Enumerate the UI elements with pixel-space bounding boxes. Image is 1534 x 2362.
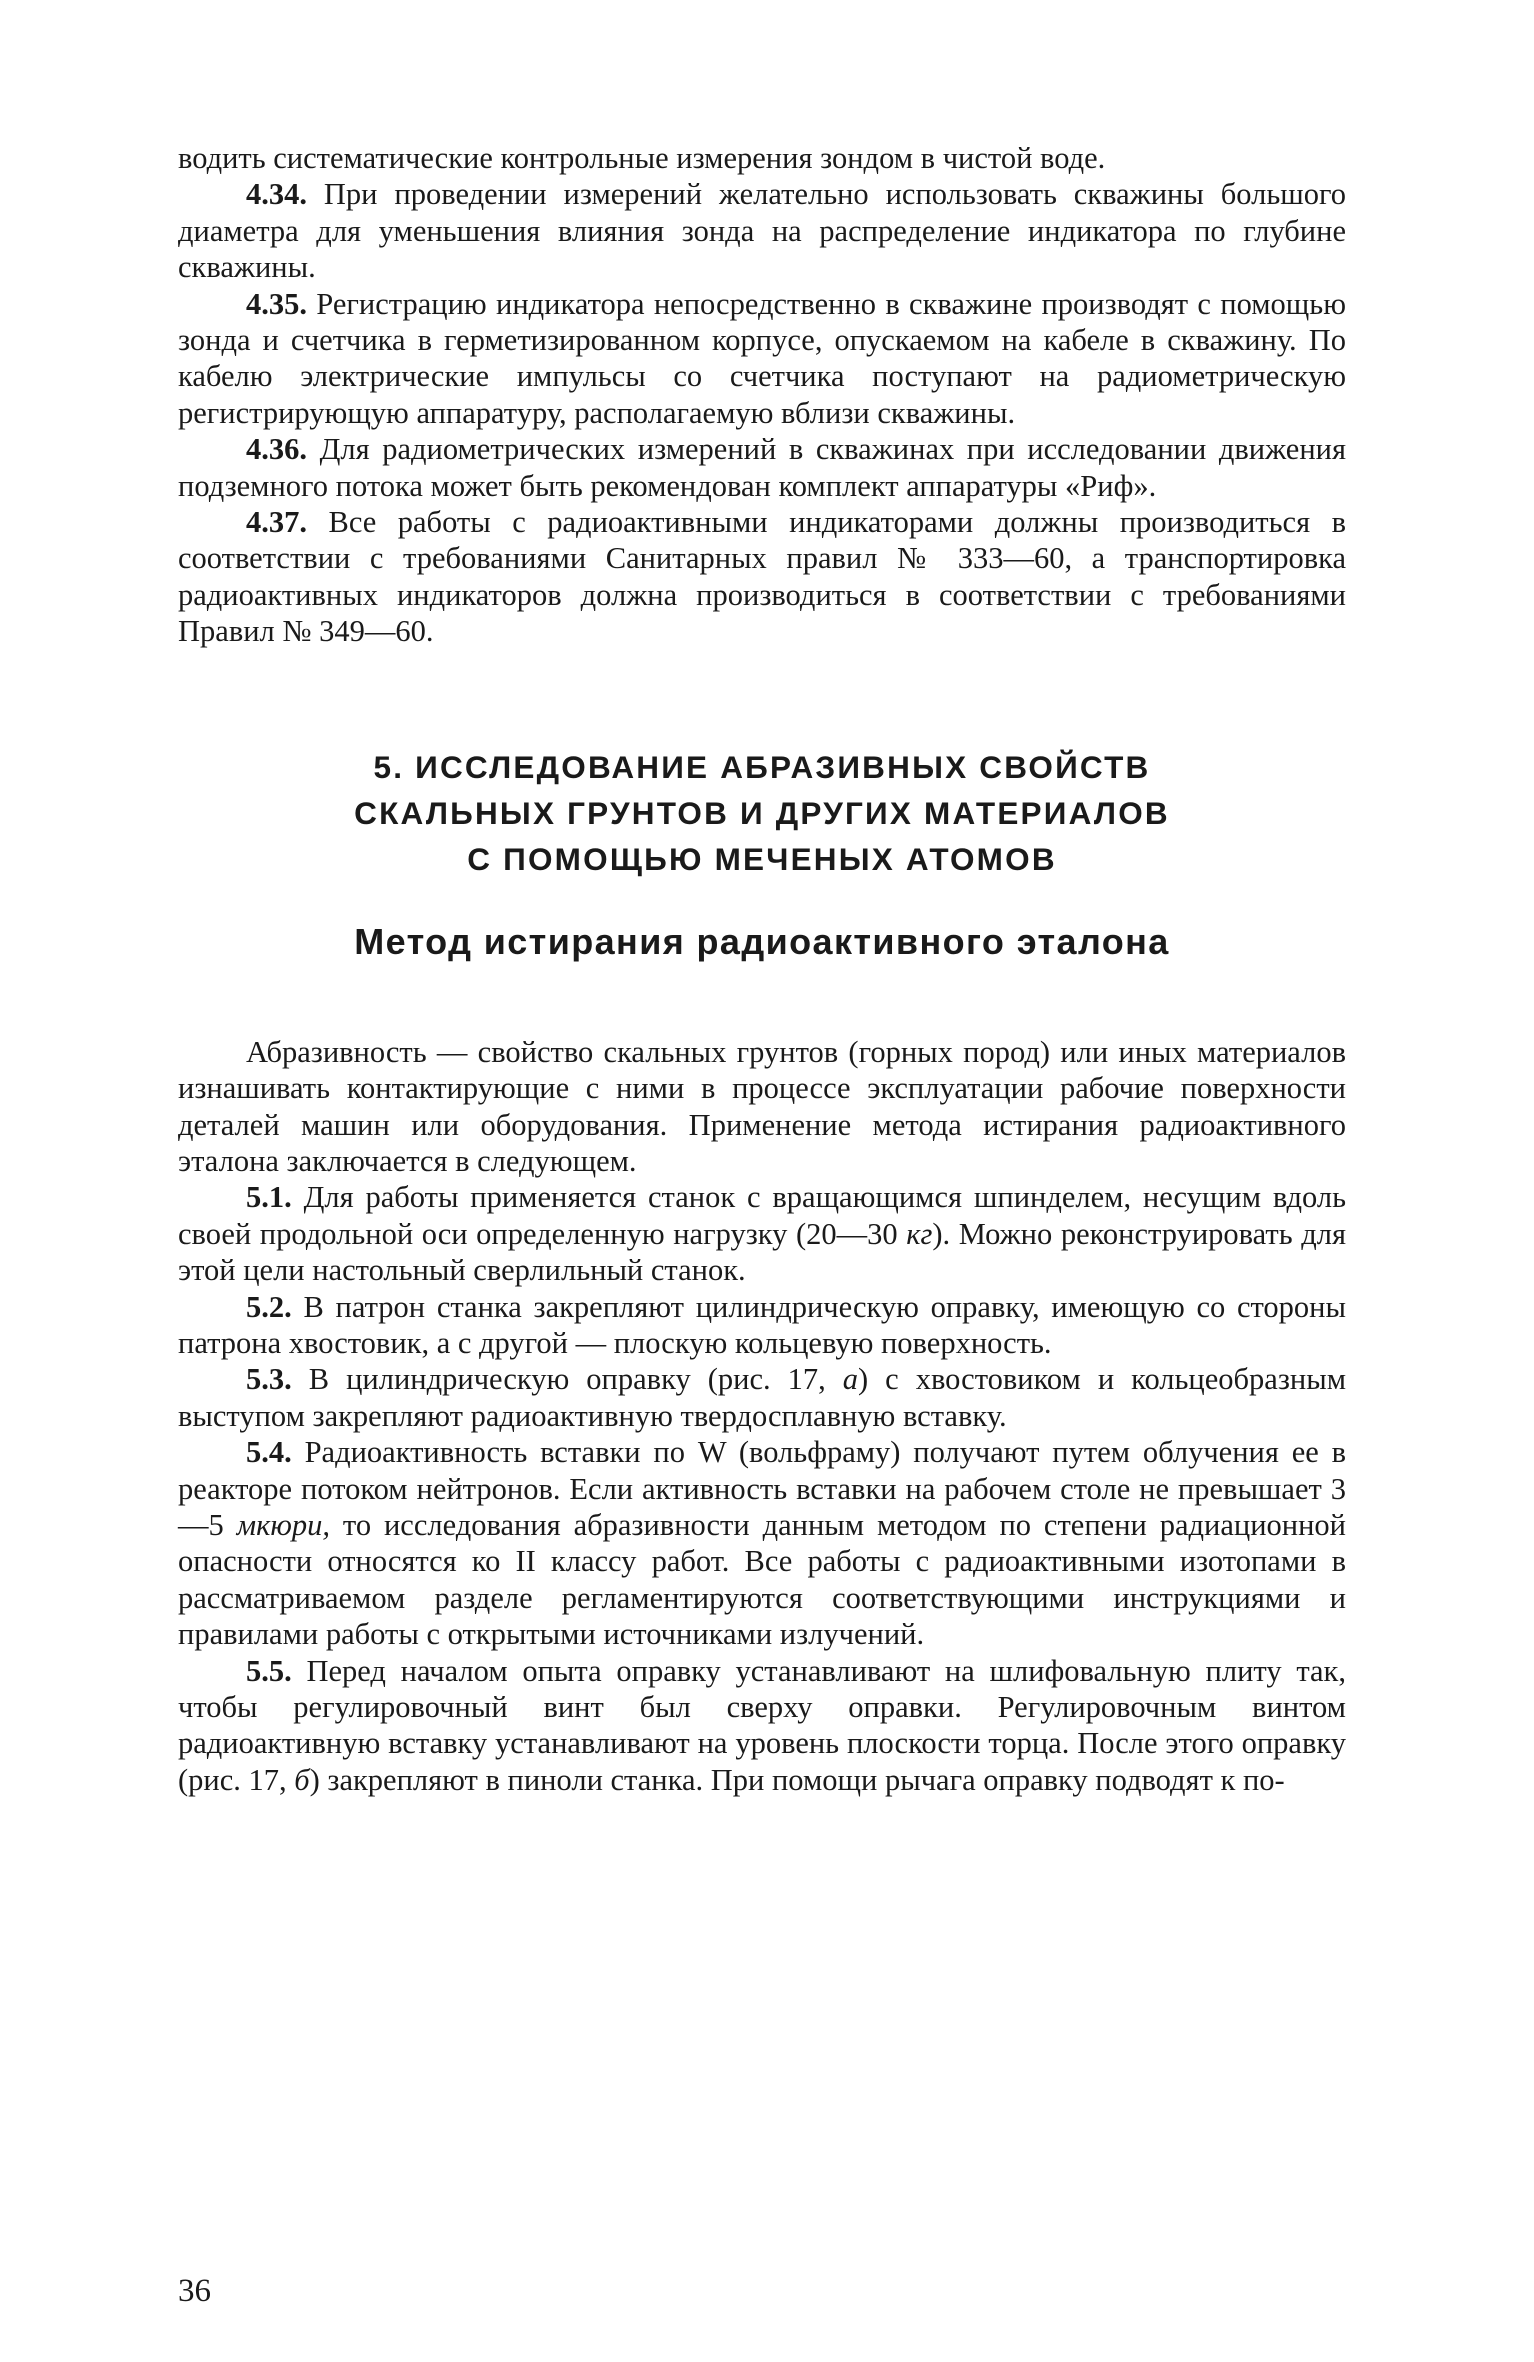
- page-number: 36: [178, 2273, 211, 2309]
- section-subtitle: Метод истирания радиоактивного эталона: [354, 920, 1170, 962]
- figure-ref-letter: б: [294, 1762, 310, 1797]
- spacer: [178, 964, 1346, 1034]
- paragraph-number: 4.35.: [246, 286, 307, 321]
- paragraph-number: 4.37.: [246, 505, 307, 540]
- paragraph-number: 5.3.: [246, 1362, 292, 1397]
- paragraph-text: В патрон станка закрепляют цилиндрическую оправку, имеющую со стороны патрона хвостовик, а с другой — плоскую кольцевую поверхность.: [178, 1289, 1346, 1360]
- section-title-line-3: С ПОМОЩЬЮ МЕЧЕНЫХ АТОМОВ: [467, 840, 1057, 877]
- paragraph-text: В цилиндрическую оправку (рис. 17,: [291, 1362, 843, 1397]
- paragraph-5-5: [178, 1653, 1346, 1799]
- paragraph-4-34: [178, 176, 1346, 285]
- paragraph-4-35: [178, 286, 1346, 432]
- paragraph-5-2: [178, 1289, 1346, 1362]
- paragraph-text: Радиоактивность вставки по W (вольфраму) получают путем облучения ее в реакторе потоком нейтронов. Если активность вставки на рабочем столе не превышает 3—5: [178, 1435, 1346, 1542]
- section-title-line-1: 5. ИССЛЕДОВАНИЕ АБРАЗИВНЫХ СВОЙСТВ: [373, 748, 1151, 785]
- paragraph-5-1: [178, 1179, 1346, 1288]
- paragraph-5-3: [178, 1361, 1346, 1434]
- paragraph-number: 5.1.: [246, 1180, 292, 1215]
- paragraph-4-37: [178, 504, 1346, 650]
- figure-ref-letter: а: [842, 1362, 858, 1397]
- paragraph-text: Для работы применяется станок с вращающимся шпинделем, несущим вдоль своей продольной оси определенную нагрузку (20—30: [178, 1180, 1346, 1251]
- document-page: [178, 140, 1346, 2320]
- paragraph-text: Абразивность — свойство скальных грунтов (горных пород) или иных материалов изнашивать контактирующие с ними в процессе эксплуатации рабочие поверхности деталей машин или оборудования. Применение метода истирания радиоактивного эталона заключается в следующем.: [178, 1034, 1346, 1178]
- paragraph-number: 4.34.: [246, 177, 307, 212]
- paragraph-4-36: [178, 431, 1346, 504]
- paragraph-intro: [178, 1034, 1346, 1180]
- paragraph-continuation: [178, 140, 1346, 176]
- paragraph-5-4: [178, 1434, 1346, 1652]
- paragraph-text: водить систематические контрольные измерения зондом в чистой воде.: [178, 141, 1106, 175]
- paragraph-text: При проведении измерений желательно использовать скважины большого диаметра для уменьшения влияния зонда на распределение индикатора по глубине скважины.: [178, 177, 1346, 285]
- paragraph-number: 5.5.: [246, 1653, 292, 1688]
- section-title-line-2: СКАЛЬНЫХ ГРУНТОВ И ДРУГИХ МАТЕРИАЛОВ: [354, 794, 1170, 831]
- section-title: [178, 744, 1346, 882]
- paragraph-text: Для радиометрических измерений в скважинах при исследовании движения подземного потока может быть рекомендован комплект аппаратуры «Риф».: [178, 432, 1346, 503]
- paragraph-text: то исследования абразивности данным методом по степени радиационной опасности относятся ко II классу работ. Все работы с радиоактивными изотопами в рассматриваемом разделе регламентируются соответствующими инструкциями и правилами работы с открытыми источниками излучений.: [178, 1507, 1347, 1652]
- paragraph-text: ) с хвостовиком и кольцеобразным выступом закрепляют радиоактивную твердосплавную вставку.: [178, 1362, 1346, 1433]
- paragraph-text: Регистрацию индикатора непосредственно в скважине производят с помощью зонда и счетчика в герметизированном корпусе, опускаемом на кабеле в скважину. По кабелю электрические импульсы со счетчика поступают на радиометрическую регистрирующую аппаратуру, располагаемую вблизи скважины.: [178, 286, 1346, 430]
- paragraph-text: Все работы с радиоактивными индикаторами должны производиться в соответствии с требованиями Санитарных правил № 333—60, а транспортировка радиоактивных индикаторов должна производиться в соответствии с требованиями Правил № 349—60.: [178, 505, 1346, 649]
- paragraph-text: ). Можно реконструировать для этой цели настольный сверлильный станок.: [178, 1216, 1346, 1288]
- unit-text: мкюри,: [236, 1507, 331, 1542]
- unit-text: кг: [906, 1216, 933, 1251]
- paragraph-text: ) закрепляют в пиноли станка. При помощи рычага оправку подводят к по-: [309, 1762, 1285, 1797]
- paragraph-number: 4.36.: [246, 432, 307, 467]
- paragraph-number: 5.2.: [246, 1289, 292, 1324]
- paragraph-number: 5.4.: [246, 1435, 292, 1470]
- paragraph-text: Перед началом опыта оправку устанавливают на шлифовальную плиту так, чтобы регулировочный винт был сверху оправки. Регулировочным винтом радиоактивную вставку устанавливают на уровень плоскости торца. После этого оправку (рис. 17,: [178, 1653, 1346, 1797]
